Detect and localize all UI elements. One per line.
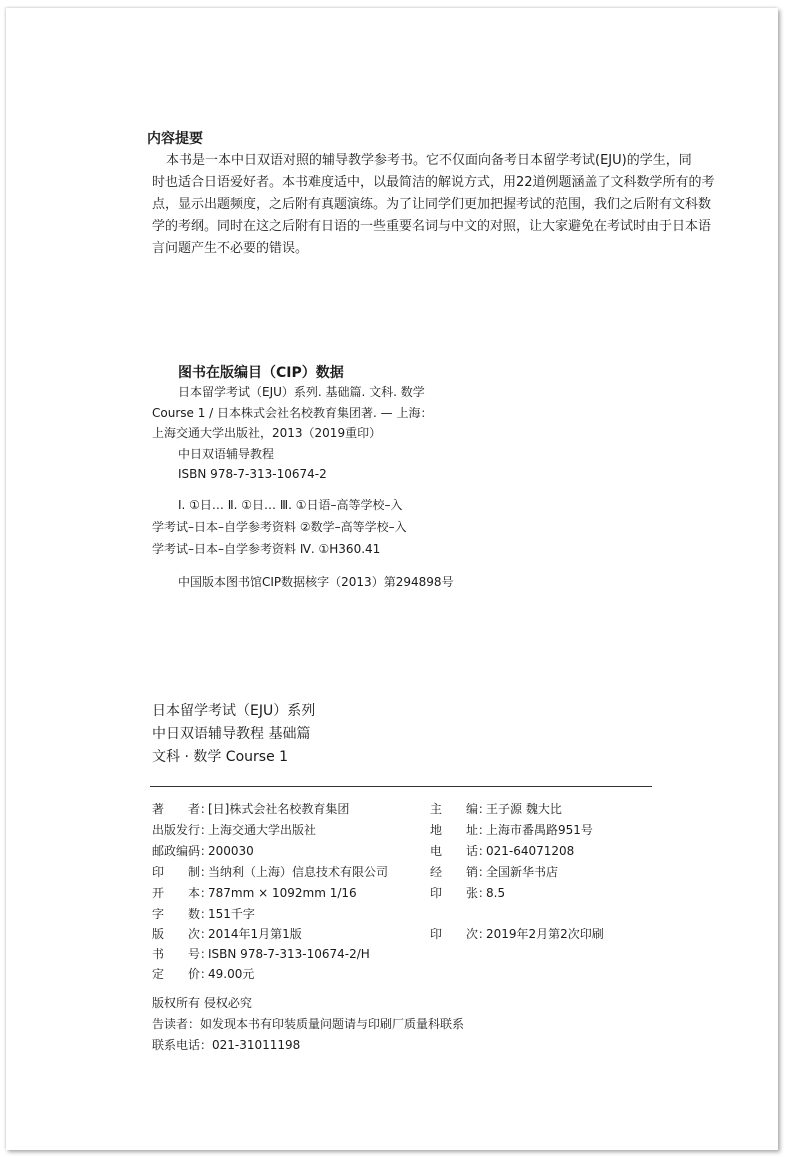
- info-phone: 电 话：021-64071208: [430, 844, 575, 858]
- cip-record: [152, 382, 432, 485]
- book-subtitle: 中日双语辅导教程 基础篇: [152, 726, 311, 742]
- summary-title: 内容提要: [147, 131, 203, 147]
- summary-line: 点，显示出题频度，之后附有真题演练。为了让同学们更加把握考试的范围，我们之后附有文科数: [152, 197, 712, 212]
- classification-line: 学考试–日本–自学参考资料 Ⅳ. ①H360.41: [152, 542, 381, 556]
- course-title: 文科 · 数学 Course 1: [152, 749, 289, 765]
- contact-phone: 联系电话：021-31011198: [152, 1038, 301, 1052]
- cip-classification: [152, 494, 407, 560]
- series-title: 日本留学考试（EJU）系列: [152, 703, 316, 719]
- cip-note: 中国版本图书馆CIP数据核字（2013）第294898号: [178, 575, 454, 589]
- summary-line: 本书是一本中日双语对照的辅导教学参考书。它不仅面向备考日本留学考试(EJU)的学生，同: [166, 153, 692, 168]
- book-title-block: [152, 700, 315, 769]
- cip-line: ISBN 978-7-313-10674-2: [178, 467, 327, 481]
- rights-notice: 版权所有 侵权必究: [152, 996, 252, 1010]
- info-printer: 印 制：当纳利（上海）信息技术有限公司: [152, 865, 389, 879]
- cip-line: 中日双语辅导教程: [178, 446, 275, 461]
- summary-paragraph: [152, 150, 715, 260]
- cip-line: Course 1 / 日本株式会社名校教育集团著. — 上海：: [152, 405, 433, 420]
- info-distributor: 经 销：全国新华书店: [430, 865, 559, 879]
- divider: [150, 786, 652, 787]
- info-editor: 主 编：王子源 魏大比: [430, 802, 562, 816]
- info-printing: 印 次：2019年2月第2次印刷: [430, 927, 604, 941]
- info-format: 开 本：787mm × 1092mm 1/16: [152, 886, 357, 900]
- cip-line: 日本留学考试（EJU）系列. 基础篇. 文科. 数学: [178, 385, 425, 399]
- classification-line: Ⅰ. ①日… Ⅱ. ①日… Ⅲ. ①日语–高等学校–入: [178, 498, 403, 512]
- cip-title: 图书在版编目（CIP）数据: [178, 365, 344, 381]
- summary-line: 学的考纲。同时在这之后附有日语的一些重要名词与中文的对照，让大家避免在考试时由于日本语: [152, 219, 712, 234]
- info-price: 定 价：49.00元: [152, 967, 255, 981]
- summary-line: 时也适合日语爱好者。本书难度适中，以最简洁的解说方式，用22道例题涵盖了文科数学所有的考: [152, 175, 715, 190]
- info-edition: 版 次：2014年1月第1版: [152, 927, 302, 941]
- footer-notice: [152, 993, 464, 1056]
- cip-line: 上海交通大学出版社，2013（2019重印）: [152, 426, 382, 440]
- book-copyright-page: [6, 8, 778, 1150]
- summary-line: 言问题产生不必要的错误。: [152, 241, 309, 256]
- classification-line: 学考试–日本–自学参考资料 ②数学–高等学校–入: [152, 520, 407, 534]
- info-address: 地 址：上海市番禺路951号: [430, 823, 593, 837]
- reader-notice: 告读者：如发现本书有印装质量问题请与印刷厂质量科联系: [152, 1017, 465, 1031]
- info-postcode: 邮政编码：200030: [152, 844, 254, 858]
- info-author: 著 者：[日]株式会社名校教育集团: [152, 802, 350, 816]
- info-isbn: 书 号：ISBN 978-7-313-10674-2/H: [152, 947, 370, 961]
- info-publisher: 出版发行：上海交通大学出版社: [152, 823, 317, 837]
- info-word-count: 字 数：151千字: [152, 907, 255, 921]
- info-sheets: 印 张：8.5: [430, 886, 506, 900]
